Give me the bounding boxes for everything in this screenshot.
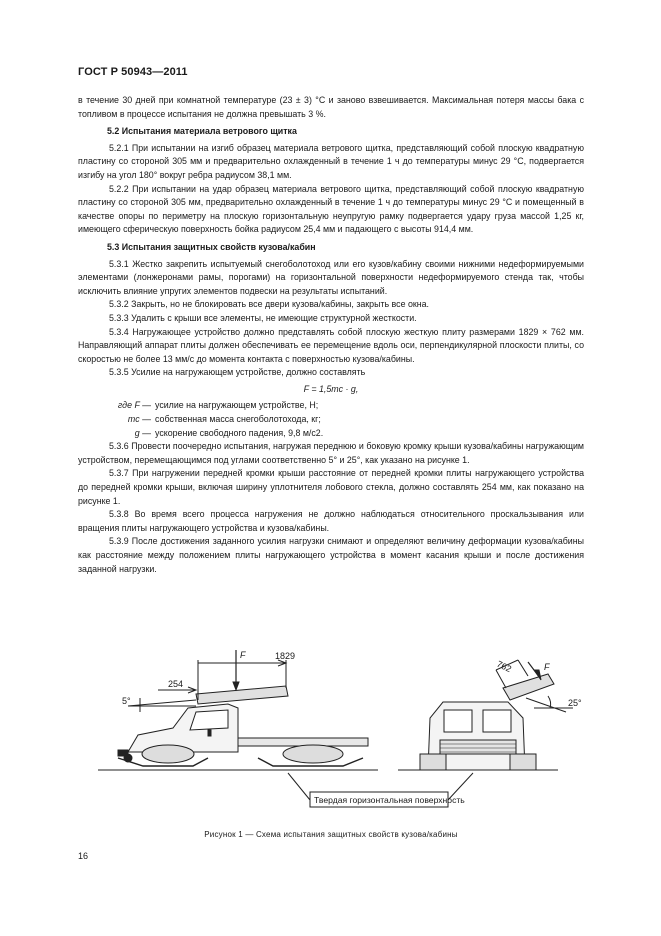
formula-legend-row [78,413,584,427]
side-view-vehicle [98,704,378,770]
paragraph: 5.3.8 Во время всего процесса нагружения не должно наблюдаться относительного проскальзывания или вращения плиты нагружающего устройства и кузова/кабины. [78,509,584,533]
formula-legend-row [78,399,584,413]
body-text [78,94,584,576]
formula-symbol-desc: ускорение свободного падения, 9,8 м/с2. [155,427,324,438]
section-heading: 5.2 Испытания материала ветрового щитка [107,126,297,137]
paragraph: 5.3.3 Удалить с крыши все элементы, не имеющие структурной жесткости. [109,312,417,323]
paragraph: 5.3.7 При нагружении передней кромки крыши расстояние от передней кромки плиты нагружающего устройства до передней кромки крыши, включая ширину уплотнителя лобового стекла, должно составлять 254 мм, как показано на рисунке 1. [78,468,584,506]
loading-plate-side [128,650,288,712]
paragraph: 5.3.1 Жестко закрепить испытуемый снегоболотоход или его кузов/кабину своими нижними недеформируемыми элементами (лонжеронами рамы, порогами) на горизонтальной поверхности недеформируемого стенда так, чтобы исключить влияние упругих элементов подвески на результаты испытаний. [78,258,584,296]
force-label-front: F [544,662,550,672]
formula-symbol-desc: собственная масса снегоболотохода, кг; [155,414,321,425]
figure-1-diagram [78,640,584,825]
formula: F = 1,5mc · g, [303,383,359,394]
formula-legend-row [78,427,584,441]
surface-label: Твердая горизонтальная поверхность [314,795,465,805]
force-label-side: F [240,650,246,660]
paragraph: в течение 30 дней при комнатной температуре (23 ± 3) °С и заново взвешивается. Максимальная потеря массы бака с топливом в процессе испытания не должна превышать 3 %. [78,95,584,119]
angle-5-label: 5° [122,696,131,706]
formula-symbol: mc — [127,414,151,425]
paragraph: 5.3.5 Усилие на нагружающем устройстве, должно составлять [109,367,366,378]
dimension-762: 762 [495,658,514,675]
paragraph: 5.3.2 Закрыть, но не блокировать все двери кузова/кабины, закрыть все окна. [109,299,429,310]
formula-symbol: g — [134,427,151,438]
paragraph: 5.3.9 После достижения заданного усилия нагрузки снимают и определяют величину деформации кузова/кабины как расстояние между положением плиты нагружающего устройства в момент касания крыши и после достижения заданной нагрузки. [78,536,584,574]
front-view-vehicle [398,702,558,770]
page-number: 16 [78,851,89,861]
dimension-1829: 1829 [275,651,296,661]
figure-caption: Рисунок 1 — Схема испытания защитных свойств кузова/кабины [204,830,458,839]
section-heading: 5.3 Испытания защитных свойств кузова/кабин [107,241,316,252]
paragraph: 5.3.6 Провести поочередно испытания, нагружая переднюю и боковую кромку крыши кузова/кабины нагружающим устройством, перемещающимся под углами соответственно 5° и 25°, как указано на рисунке 1. [78,441,584,465]
paragraph: 5.3.4 Нагружающее устройство должно представлять собой плоскую жесткую плиту размерами 1829 × 762 мм. Направляющий аппарат плиты должен обеспечивать ее перемещение вдоль оси, перпендикулярной плоскости плиты, со скоростью не более 13 мм/с до момента контакта с поверхностью кузова/кабины. [78,326,584,364]
document-header: ГОСТ Р 50943—2011 [78,66,188,78]
dimension-254: 254 [168,679,184,689]
paragraph: 5.2.2 При испытании на удар образец материала ветрового щитка, представляющий собой плоскую квадратную пластину со стороной 305 мм, предварительно охлажденный в течение 1 ч до температуры минус 29 °С и помещенный в качестве опоры по периметру на плоскую горизонтальную неупругую рамку подвергается удару груза массой 1,25 кг, имеющего сферическую поверхность бойка радиусом 25,4 мм и падающего с высоты 914,4 мм. [78,183,584,235]
formula-symbol: где F — [117,400,151,411]
paragraph: 5.2.1 При испытании на изгиб образец материала ветрового щитка, представляющий собой плоскую квадратную пластину со стороной 305 мм и предварительно охлажденный в течение 1 ч до температуры минус 29 °С, подвергается изгибу на угол 180° вокруг ребра радиусом 38,1 мм. [78,142,584,180]
formula-symbol-desc: усилие на нагружающем устройстве, Н; [155,400,319,411]
angle-25-label: 25° [568,698,582,708]
